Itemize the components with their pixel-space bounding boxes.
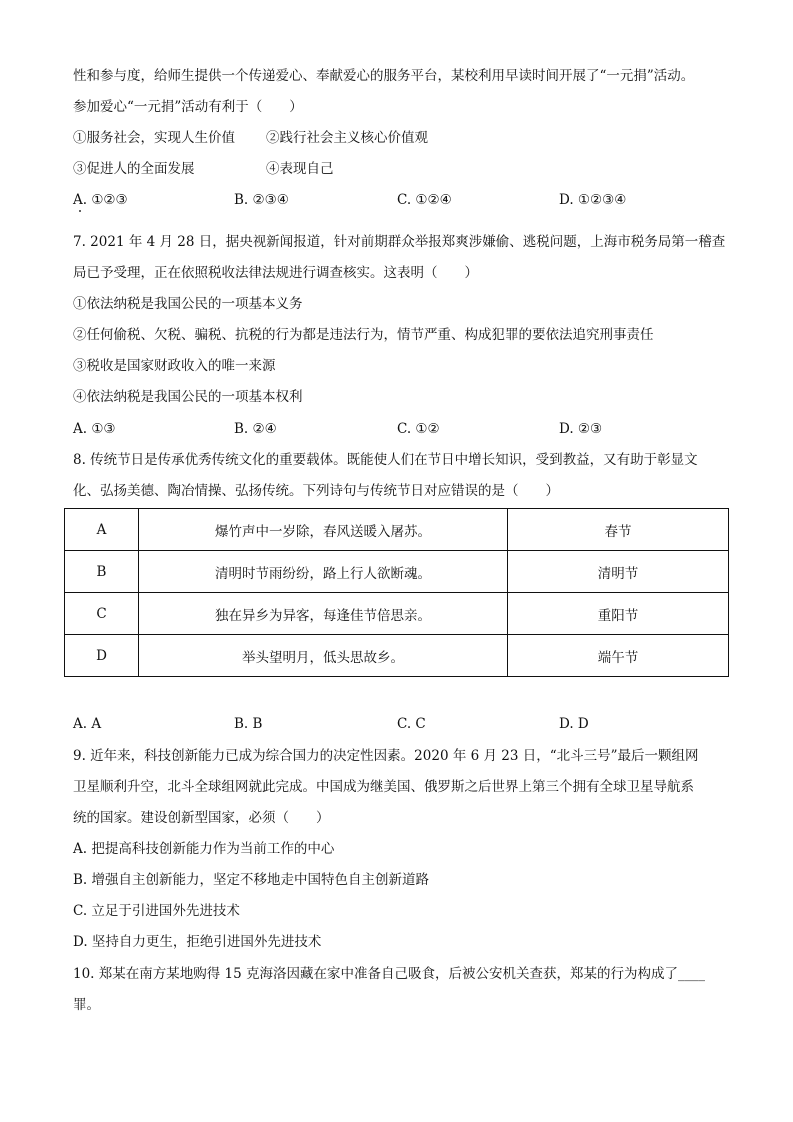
q6-statement-3: ③促进人的全面发展 [73,161,195,177]
stray-dot-mark [79,210,81,212]
table-cell-letter: B [65,551,139,593]
q6-statement-4: ④表现自己 [266,161,334,177]
q6-option-a: A. ①②③ [73,192,128,208]
table-cell-letter: C [65,593,139,635]
table-row [65,635,729,677]
q10-stem-line1: 10. 郑某在南方某地购得 15 克海洛因藏在家中准备自己吸食，后被公安机关查获，郑某的行为构成了____ [73,966,706,982]
q8-stem-line1: 8. 传统节日是传承优秀传统文化的重要载体。既能使人们在节日中增长知识，受到教益，又有助于彰显文 [73,452,698,468]
table-cell-festival: 重阳节 [508,593,729,635]
q7-statement-2: ②任何偷税、欠税、骗税、抗税的行为都是违法行为，情节严重、构成犯罪的要依法追究刑事责任 [73,327,654,343]
q7-option-a: A. ①③ [73,421,116,437]
table-cell-letter: D [65,635,139,677]
q9-stem-line3: 统的国家。建设创新型国家，必须（ ） [73,810,330,826]
q7-statement-4: ④依法纳税是我国公民的一项基本权利 [73,389,303,405]
festival-poem-table [64,508,729,677]
q8-option-d: D. D [559,716,589,732]
table-row [65,551,729,593]
q9-option-a: A. 把提高科技创新能力作为当前工作的中心 [73,841,335,857]
q9-option-c: C. 立足于引进国外先进技术 [73,903,240,919]
table-cell-poem: 独在异乡为异客，每逢佳节倍思亲。 [139,593,508,635]
q6-stem-line1: 性和参与度，给师生提供一个传递爱心、奉献爱心的服务平台，某校利用早读时间开展了“一元捐”活动。 [73,68,695,84]
q7-option-c: C. ①② [397,421,440,437]
q9-option-d: D. 坚持自力更生，拒绝引进国外先进技术 [73,934,322,950]
q7-statement-1: ①依法纳税是我国公民的一项基本义务 [73,296,303,312]
q8-option-c: C. C [397,716,426,732]
q8-option-b: B. B [234,716,263,732]
q7-statement-3: ③税收是国家财政收入的唯一来源 [73,358,276,374]
table-cell-festival: 春节 [508,509,729,551]
q9-stem-line1: 9. 近年来，科技创新能力已成为综合国力的决定性因素。2020 年 6 月 23 日，“北斗三号”最后一颗组网 [73,748,699,764]
q9-option-b: B. 增强自主创新能力，坚定不移地走中国特色自主创新道路 [73,872,430,888]
table-cell-festival: 清明节 [508,551,729,593]
q6-option-b: B. ②③④ [234,192,289,208]
table-cell-poem: 清明时节雨纷纷，路上行人欲断魂。 [139,551,508,593]
q6-stem-line2: 参加爱心“一元捐”活动有利于（ ） [73,99,303,115]
table-cell-letter: A [65,509,139,551]
q8-stem-line2: 化、弘扬美德、陶冶情操、弘扬传统。下列诗句与传统节日对应错误的是（ ） [73,483,559,499]
q8-option-a: A. A [73,716,102,732]
q9-stem-line2: 卫星顺利升空，北斗全球组网就此完成。中国成为继美国、俄罗斯之后世界上第三个拥有全球卫星导航系 [73,779,694,795]
q7-stem-line2: 局已予受理，正在依照税收法律法规进行调查核实。这表明（ ） [73,265,478,281]
table-row [65,509,729,551]
q6-option-c: C. ①②④ [397,192,452,208]
q6-option-d: D. ①②③④ [559,192,627,208]
q6-statement-2: ②践行社会主义核心价值观 [266,130,428,146]
q7-option-b: B. ②④ [234,421,277,437]
table-cell-poem: 爆竹声中一岁除，春风送暖入屠苏。 [139,509,508,551]
table-row [65,593,729,635]
table-cell-festival: 端午节 [508,635,729,677]
q6-statement-1: ①服务社会，实现人生价值 [73,130,235,146]
table-cell-poem: 举头望明月，低头思故乡。 [139,635,508,677]
q7-stem-line1: 7. 2021 年 4 月 28 日，据央视新闻报道，针对前期群众举报郑爽涉嫌偷、逃税问题，上海市税务局第一稽查 [73,234,726,250]
q7-option-d: D. ②③ [559,421,603,437]
q10-stem-line2: 罪。 [73,997,100,1013]
